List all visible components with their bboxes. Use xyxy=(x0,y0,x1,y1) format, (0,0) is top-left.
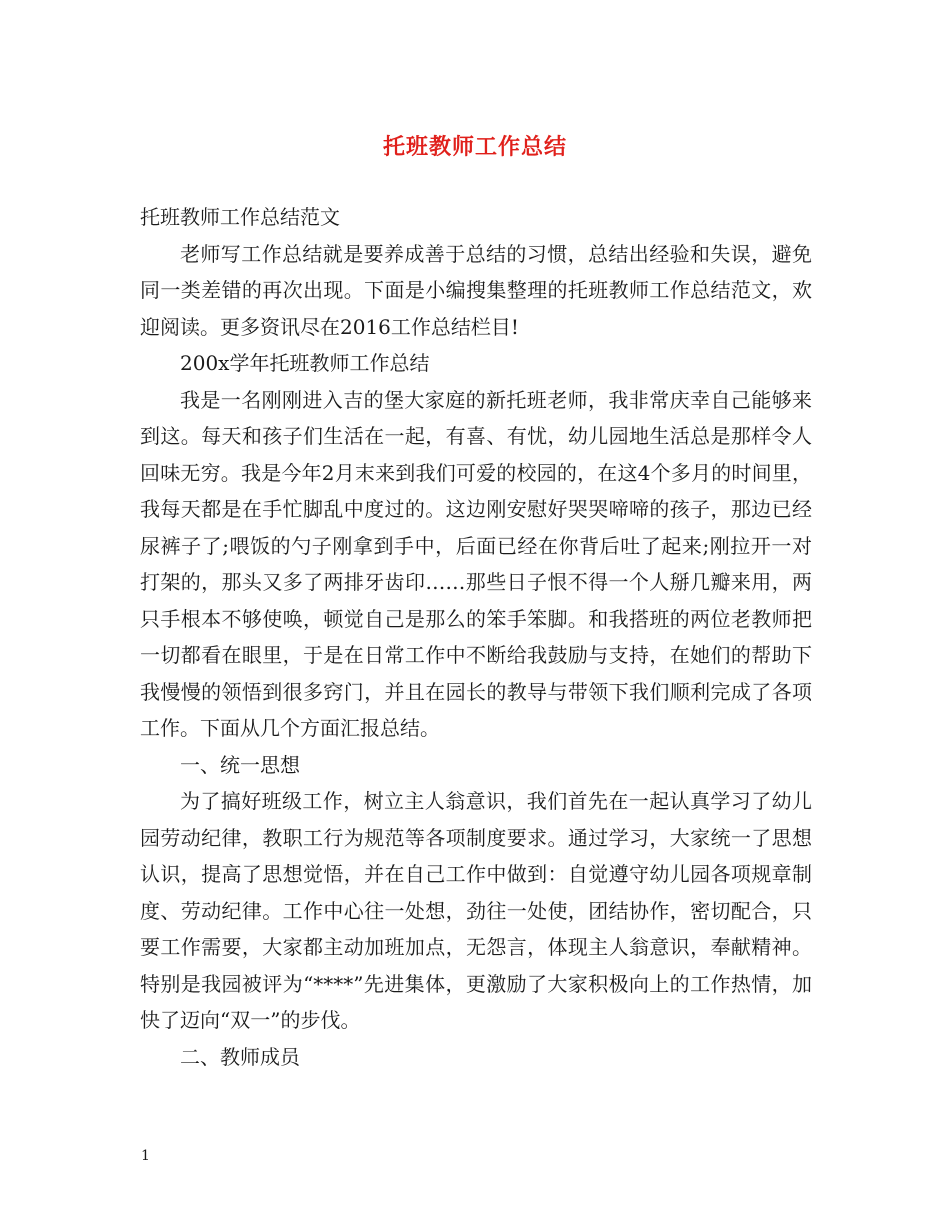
section-heading-year-summary: 200x学年托班教师工作总结 xyxy=(180,351,430,375)
document-title: 托班教师工作总结 xyxy=(382,134,567,160)
section-heading-teacher-members: 二、教师成员 xyxy=(180,1044,300,1069)
page-number: 1 xyxy=(141,1148,150,1164)
subtitle-paragraph: 托班教师工作总结范文 xyxy=(140,205,340,229)
document-body xyxy=(140,199,812,1075)
body-paragraph-unify-thinking: 为了搞好班级工作，树立主人翁意识，我们首先在一起认真学习了幼儿园劳动纪律，教职工行为规范等各项制度要求。通过学习，大家统一了思想认识，提高了思想觉悟，并在自己工作中做到：自觉遵守幼儿园各项规章制度、劳动纪律。工作中心往一处想，劲往一处使，团结协作，密切配合，只要工作需要，大家都主动加班加点，无怨言，体现主人翁意识，奉献精神。特别是我园被评为“****”先进集体，更激励了大家积极向上的工作热情，加快了迈向“双一”的步伐。 xyxy=(140,789,812,1032)
section-heading-unify-thinking: 一、统一思想 xyxy=(180,752,300,777)
body-paragraph-introduction: 我是一名刚刚进入吉的堡大家庭的新托班老师，我非常庆幸自己能够来到这。每天和孩子们生活在一起，有喜、有忧，幼儿园地生活总是那样令人回味无穷。我是今年2月末来到我们可爱的校园的，在这4个多月的时间里，我每天都是在手忙脚乱中度过的。这边刚安慰好哭哭啼啼的孩子，那边已经尿裤子了;喂饭的勺子刚拿到手中，后面已经在你背后吐了起来;刚拉开一对打架的，那头又多了两排牙齿印……那些日子恨不得一个人掰几瓣来用，两只手根本不够使唤，顿觉自己是那么的笨手笨脚。和我搭班的两位老教师把一切都看在眼里，于是在日常工作中不断给我鼓励与支持，在她们的帮助下我慢慢的领悟到很多窍门，并且在园长的教导与带领下我们顺利完成了各项工作。下面从几个方面汇报总结。 xyxy=(140,387,812,740)
intro-paragraph: 老师写工作总结就是要养成善于总结的习惯，总结出经验和失误，避免同一类差错的再次出现。下面是小编搜集整理的托班教师工作总结范文，欢迎阅读。更多资讯尽在2016工作总结栏目! xyxy=(140,241,812,339)
